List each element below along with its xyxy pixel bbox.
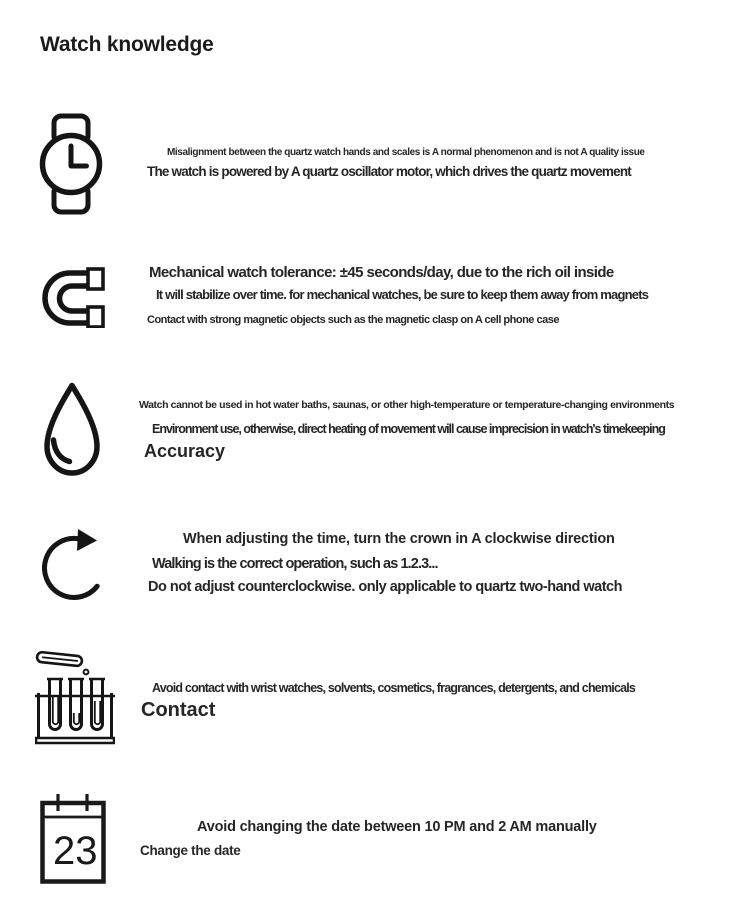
calendar-day-number: 23 [53, 829, 98, 873]
date-sub-line: Change the date [140, 843, 241, 858]
crown-main-line: When adjusting the time, turn the crown in A clockwise direction [183, 531, 615, 547]
clockwise-arrow-icon [42, 524, 110, 608]
water-drop-icon [37, 381, 107, 481]
temperature-note-line: Watch cannot be used in hot water baths, saunas, or other high-temperature or temperature-changing environments [139, 399, 675, 411]
calendar-icon [40, 790, 106, 885]
magnet-main-line: Mechanical watch tolerance: ±45 seconds/day, due to the rich oil inside [149, 264, 614, 281]
magnet-icon [42, 266, 108, 328]
contact-heading: Contact [141, 699, 216, 721]
page-title: Watch knowledge [40, 33, 214, 56]
magnet-note-line: Contact with strong magnetic objects such as the magnetic clasp on A cell phone case [147, 314, 559, 326]
quartz-note-line: Misalignment between the quartz watch hands and scales is A normal phenomenon and is not A quality issue [167, 147, 645, 158]
temperature-sub-line: Environment use, otherwise, direct heating of movement will cause imprecision in watch's timekeeping [152, 422, 665, 436]
accuracy-heading: Accuracy [144, 441, 226, 461]
watch-icon [37, 113, 105, 215]
test-tubes-icon [35, 645, 115, 749]
date-main-line: Avoid changing the date between 10 PM and 2 AM manually [197, 819, 597, 835]
magnet-sub-line: It will stabilize over time. for mechanical watches, be sure to keep them away from magnets [156, 287, 649, 302]
crown-sub-line: Walking is the correct operation, such as 1.2.3... [152, 556, 438, 572]
chemicals-note-line: Avoid contact with wrist watches, solvents, cosmetics, fragrances, detergents, and chemicals [152, 681, 636, 695]
crown-note-line: Do not adjust counterclockwise. only applicable to quartz two-hand watch [148, 579, 622, 595]
quartz-main-line: The watch is powered by A quartz oscillator motor, which drives the quartz movement [147, 164, 631, 179]
